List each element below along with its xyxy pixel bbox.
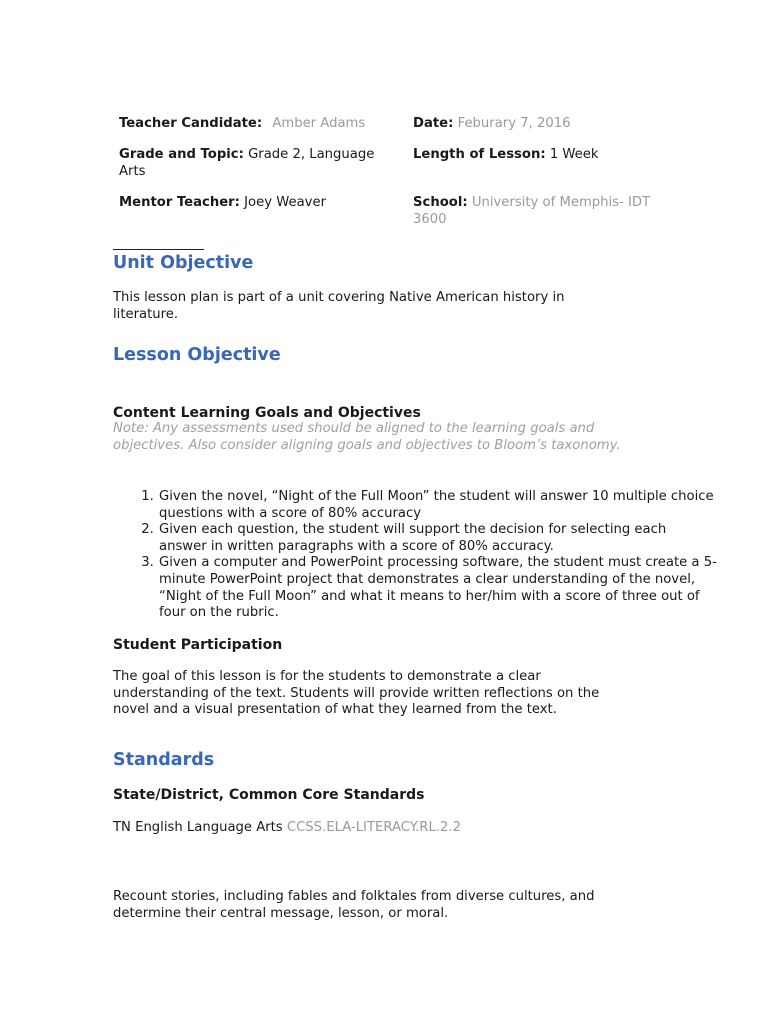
list-item: 2. Given each question, the student will support the decision for selecting each answer in written paragraphs with a score of 80% accuracy. [158,522,718,555]
mentor-field [119,195,399,212]
assessment-note: Note: Any assessments used should be aligned to the learning goals and objectives. Also consider aligning goals and objectives to Bloom’s taxonomy. [113,421,621,453]
grade-topic-label: Grade and Topic: [119,147,244,162]
list-item: 3. Given a computer and PowerPoint processing software, the student must create a 5-minute PowerPoint project that demonstrates a clear understanding of the novel, “Night of the Full Moon” and what it means to her/him with a score of three out of four on the rubric. [158,555,718,621]
teacher-candidate-label: Teacher Candidate: [119,116,263,131]
lesson-objective-heading: Lesson Objective [113,345,281,365]
standards-heading: Standards [113,750,215,770]
learning-objectives-list [113,489,718,622]
teacher-candidate-field [119,116,399,133]
mentor-value: Joey Weaver [244,195,327,210]
tn-standard-label: TN English Language Arts [113,820,283,835]
standard-description: Recount stories, including fables and folktales from diverse cultures, and determine their central message, lesson, or moral. [113,889,595,921]
date-value: Feburary 7, 2016 [457,116,571,131]
student-participation-text: The goal of this lesson is for the students to demonstrate a clear understanding of the text. Students will provide written reflections on the novel and a visual presentation of what they learned from the text. [113,669,600,718]
teacher-candidate-value: Amber Adams [272,116,366,131]
date-label: Date: [413,116,454,131]
school-label: School: [413,195,468,210]
school-value: University of Memphis- IDT 3600 [413,195,651,227]
date-field [413,116,673,133]
grade-topic-field [119,147,399,180]
school-field [413,195,675,228]
length-field [413,147,673,164]
header-divider [113,249,204,250]
unit-objective-text: This lesson plan is part of a unit covering Native American history in literature. [113,290,565,322]
length-value: 1 Week [549,147,599,162]
list-item: 1. Given the novel, “Night of the Full Moon” the student will answer 10 multiple choice questions with a score of 80% accuracy [158,489,718,522]
mentor-label: Mentor Teacher: [119,195,240,210]
grade-topic-value: Grade 2, Language Arts [119,147,375,179]
unit-objective-heading: Unit Objective [113,253,254,273]
student-participation-heading: Student Participation [113,637,283,653]
tn-standard-line [113,820,673,837]
content-goals-heading: Content Learning Goals and Objectives [113,405,421,421]
tn-standard-code: CCSS.ELA-LITERACY.RL.2.2 [286,820,461,835]
standards-subheading: State/District, Common Core Standards [113,787,425,803]
length-label: Length of Lesson: [413,147,546,162]
